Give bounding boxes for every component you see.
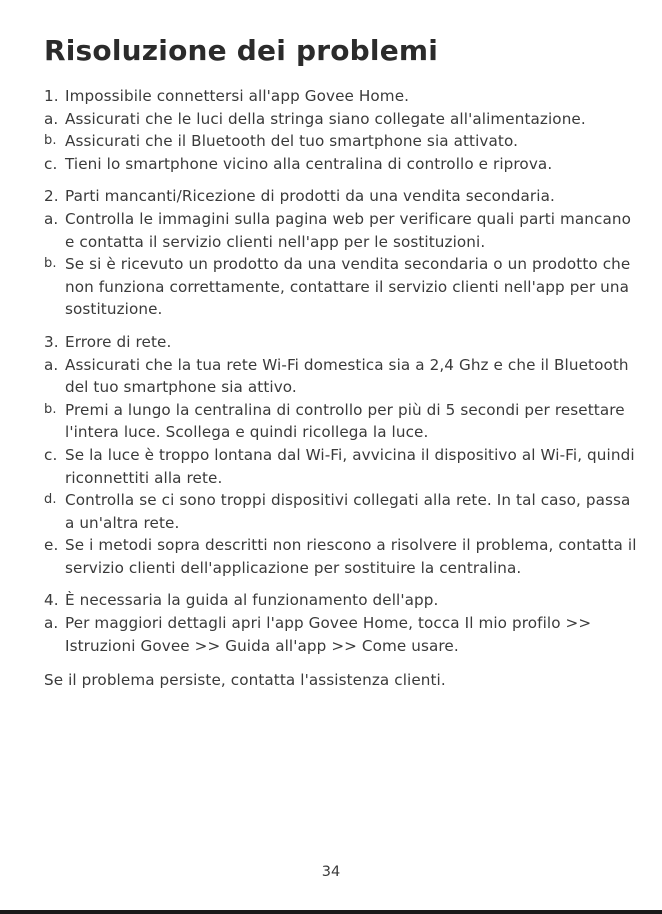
item-marker: b. [44,401,57,417]
list-item [44,253,644,321]
item-marker: a. [44,355,59,374]
section-2 [44,185,644,321]
item-text: Se si è ricevuto un prodotto da una vendita secondaria o un prodotto che non funziona correttamente, contattare il servizio clienti nell'app per una sostituzione. [65,255,631,319]
item-text: Assicurati che il Bluetooth del tuo smartphone sia attivato. [65,132,519,151]
list-item [44,153,644,176]
section-number: 2. [44,187,59,206]
list-item [44,612,644,657]
item-text: Controlla le immagini sulla pagina web per verificare quali parti mancano e contatta il servizio clienti nell'app per le sostituzioni. [65,209,631,251]
item-text: Assicurati che le luci della stringa siano collegate all'alimentazione. [65,109,586,128]
item-marker: e. [44,536,59,555]
bottom-divider [0,910,662,914]
list-item [44,354,644,399]
item-marker: b. [44,256,57,272]
item-marker: a. [44,109,59,128]
section-heading [44,589,644,612]
item-marker: a. [44,209,59,228]
list-item [44,208,644,253]
section-number: 3. [44,332,59,351]
section-heading-text: Parti mancanti/Ricezione di prodotti da una vendita secondaria. [65,187,555,206]
section-number: 1. [44,87,59,105]
item-text: Se i metodi sopra descritti non riescono a risolvere il problema, contatta il servizio clienti dell'applicazione per sostituire la centralina. [65,536,637,577]
page-title: Risoluzione dei problemi [44,34,439,67]
item-marker: a. [44,614,59,633]
item-text: Se la luce è troppo lontana dal Wi-Fi, avvicina il dispositivo al Wi-Fi, quindi riconnettiti alla rete. [65,445,635,487]
item-marker: d. [44,492,57,508]
closing-note: Se il problema persiste, contatta l'assistenza clienti. [44,671,446,690]
section-heading [44,185,644,208]
page-number: 34 [321,864,341,880]
item-marker: b. [44,133,57,149]
section-heading [44,85,644,108]
section-heading-text: Impossibile connettersi all'app Govee Home. [65,87,410,105]
section-1 [44,85,644,175]
item-text: Per maggiori dettagli apri l'app Govee Home, tocca Il mio profilo >> Istruzioni Govee >> Guida all'app >> Come usare. [65,614,592,655]
section-heading [44,331,644,354]
item-text: Assicurati che la tua rete Wi-Fi domestica sia a 2,4 Ghz e che il Bluetooth del tuo smartphone sia attivo. [65,355,629,397]
section-heading-text: Errore di rete. [65,332,172,351]
list-item [44,444,644,489]
item-text: Tieni lo smartphone vicino alla centralina di controllo e riprova. [65,154,553,173]
troubleshooting-content [44,85,644,692]
list-item [44,489,644,534]
section-4 [44,589,644,657]
item-text: Controlla se ci sono troppi dispositivi collegati alla rete. In tal caso, passa a un'altra rete. [65,491,631,532]
section-3 [44,331,644,580]
item-text: Premi a lungo la centralina di controllo per più di 5 secondi per resettare l'intera luce. Scollega e quindi ricollega la luce. [65,400,625,442]
section-number: 4. [44,591,59,610]
list-item [44,534,644,579]
section-heading-text: È necessaria la guida al funzionamento dell'app. [65,591,439,610]
item-marker: c. [44,445,58,464]
list-item [44,108,644,131]
list-item [44,130,644,153]
item-marker: c. [44,154,58,173]
list-item [44,399,644,444]
